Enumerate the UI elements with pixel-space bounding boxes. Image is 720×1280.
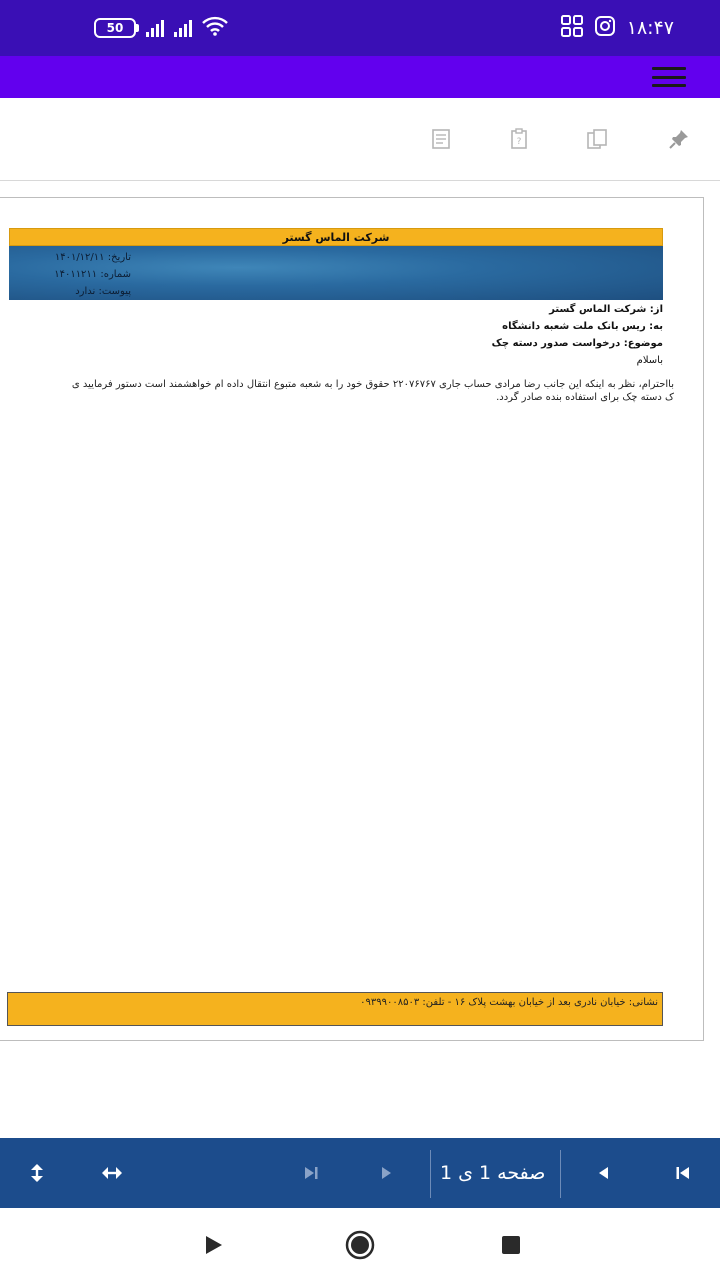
viewer-toolbar — [0, 98, 720, 181]
signal-icon — [146, 19, 164, 37]
page-navigator — [0, 1138, 720, 1208]
wifi-icon — [202, 16, 228, 40]
letter-subject: موضوع: درخواست صدور دسته چک — [491, 338, 663, 349]
company-name: شرکت الماس گستر — [9, 228, 663, 246]
clock: ۱۸:۴۷ — [626, 17, 674, 39]
fit-height-icon[interactable] — [22, 1160, 52, 1186]
hamburger-menu-icon[interactable] — [652, 67, 686, 87]
back-icon[interactable] — [198, 1230, 228, 1260]
previous-page-icon[interactable] — [589, 1160, 619, 1186]
letter-number: شماره: ۱۴۰۱۱۲۱۱ — [54, 269, 131, 280]
pager-divider — [430, 1150, 431, 1198]
letter-body-line1: بااحترام، نظر به اینکه این جانب رضا مرادی حساب جاری ۲۲۰۷۶۷۶۷ حقوق خود را به شعبه متبوع انتقال داده ام خواهشمند است دستور فرمایید ی — [71, 379, 674, 390]
home-icon[interactable] — [345, 1230, 375, 1260]
copy-icon[interactable] — [586, 128, 608, 150]
letter-from: از: شرکت الماس گستر — [549, 304, 663, 315]
svg-text:?: ? — [516, 137, 522, 147]
page-indicator: صفحه 1 ی 1 — [440, 1162, 546, 1184]
letter-date: تاریخ: ۱۴۰۱/۱۲/۱۱ — [54, 252, 131, 263]
battery-icon: 50 — [94, 18, 136, 38]
letter-footer: نشانی: خیابان نادری بعد از خیابان بهشت پلاک ۱۶ - تلفن: ۰۹۳۹۹۰۰۸۵۰۳ — [7, 992, 663, 1026]
recents-icon[interactable] — [496, 1230, 526, 1260]
next-page-icon[interactable] — [371, 1160, 401, 1186]
letter-meta — [9, 246, 663, 300]
first-page-icon[interactable] — [668, 1160, 698, 1186]
pager-divider — [560, 1150, 561, 1198]
signal-icon — [174, 19, 192, 37]
instagram-icon — [595, 16, 615, 41]
letter-attachment: پیوست: ندارد — [75, 286, 131, 297]
help-document-icon[interactable] — [508, 128, 530, 150]
app-bar — [0, 56, 720, 98]
letter-to: به: ریس بانک ملت شعبه دانشگاه — [502, 321, 663, 332]
letter-header — [9, 228, 663, 300]
system-navigation-bar — [0, 1208, 720, 1280]
document-icon[interactable] — [430, 128, 452, 150]
letter-greeting: باسلام — [636, 355, 663, 366]
document-viewer[interactable] — [0, 181, 720, 1138]
document-page — [0, 197, 704, 1041]
pin-icon[interactable] — [668, 128, 690, 150]
app-grid-icon — [561, 15, 583, 42]
fit-width-icon[interactable] — [97, 1160, 127, 1186]
last-page-icon[interactable] — [296, 1160, 326, 1186]
status-bar — [0, 0, 720, 56]
letter-body-line2: ک دسته چک برای استفاده بنده صادر گردد. — [496, 392, 674, 403]
